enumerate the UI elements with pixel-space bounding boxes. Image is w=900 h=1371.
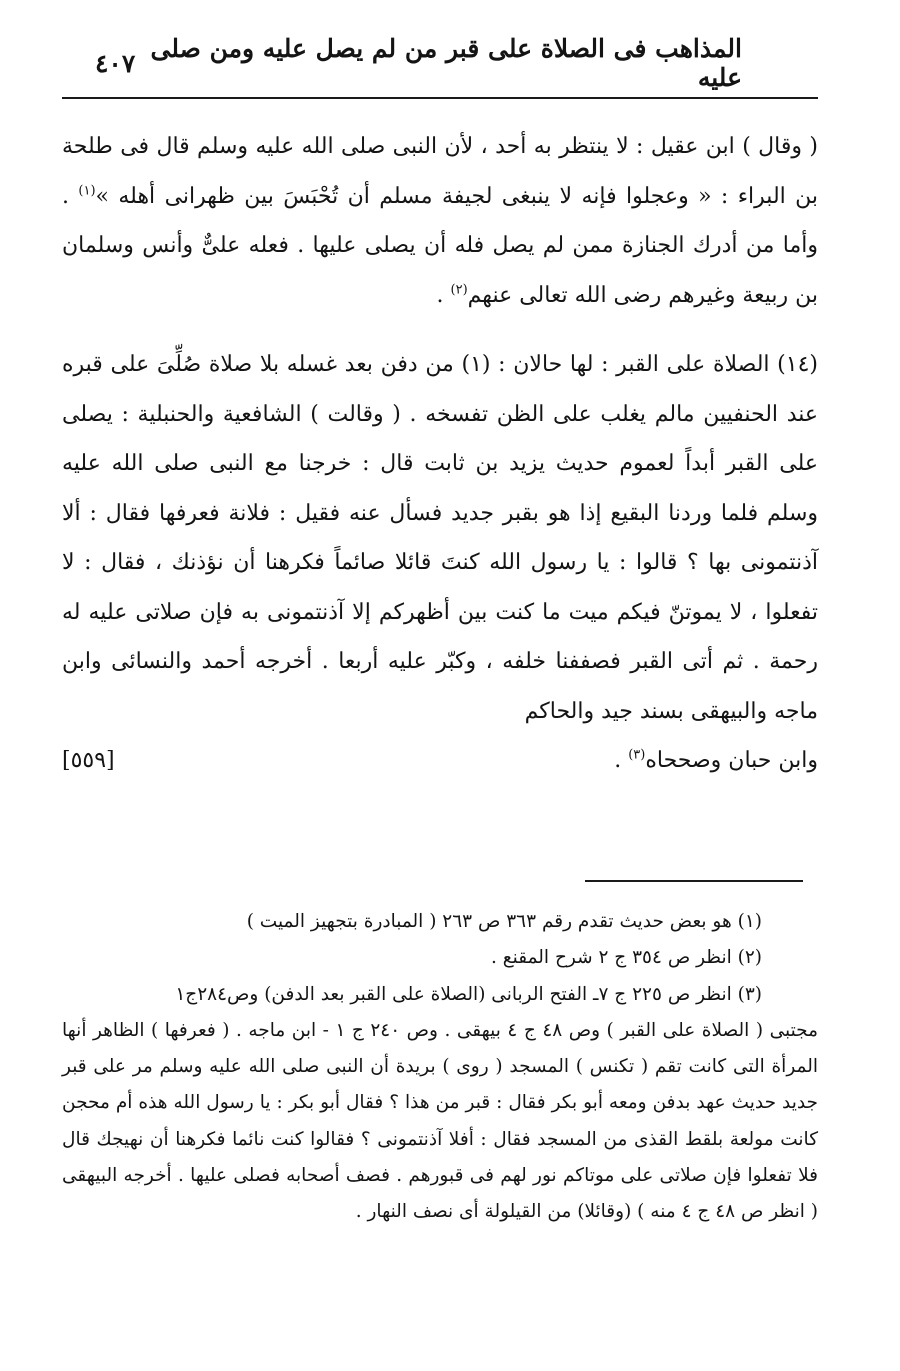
text-line: . (436, 282, 444, 308)
footnote-line: فإن صلاتى على موتاكم نور لهم فى قبورهم . فصف أصحابه فصلى عليها . أخرجه البيهقى (62, 1165, 742, 1187)
paragraph-ibn-aqil (62, 122, 818, 320)
footnotes (62, 904, 818, 1231)
footnote-line: النبى صلى الله عليه وسلم مر على قبر جديد حديث عهد بدفن ومعه أبو بكر فقال : (62, 1056, 818, 1114)
footnote-3: (٣) انظر ص ٢٢٥ ج ٧ـ الفتح الربانى (الصلاة على القبر بعد الدفن) وص٢٨٤ج١ (175, 983, 762, 1005)
footnote-2: (٢) انظر ص ٣٥٤ ج ٢ شرح المقنع . (491, 947, 762, 969)
text-line: . (614, 748, 622, 773)
footnote-line: ( فعرفها ) الظاهر أنها المرأة التى كانت تقم ( تكنس ) المسجد ( روى ) بريدة أن (62, 1019, 818, 1078)
text-line: فكرهنا أن نؤذنك ، فقال : لا تفعلوا ، لا يموتنّ فيكم ميت ما كنت بين (62, 550, 819, 625)
footnote-rule (585, 880, 803, 882)
footnote-marker: (٢) (450, 282, 468, 298)
last-line-text (614, 736, 818, 786)
text-line: أظهركم إلا آذنتمونى به فإن صلاتى عليه له رحمة . ثم أتى القبر فصففنا خلفه ، (62, 599, 819, 674)
text-line: والحنبلية : يصلى على القبر أبداً لعموم حديث يزيد بن ثابت قال : خرجنا مع (62, 401, 819, 476)
page-header (95, 34, 742, 92)
text-line: فلانة فعرفها فقال : ألا آذنتمونى بها ؟ قالوا : يا رسول الله كنتَ قائلا صائماً (62, 500, 818, 575)
running-title: المذاهب فى الصلاة على قبر من لم يصل عليه ومن صلى عليه (150, 34, 742, 92)
paragraph-prayer-on-grave (62, 340, 818, 736)
main-text (62, 122, 818, 786)
footnote-line: من المسجد فقال : أفلا آذنتمونى ؟ فقالوا كنت نائما فكرهنا أن نهيجك قال فلا تفعلوا (62, 1128, 818, 1187)
hadith-reference-number: [٥٥٩] (62, 748, 115, 773)
text-line: ( وقال ) ابن عقيل : لا ينتظر به أحد ، لأن النبى صلى الله عليه وسلم قال (156, 134, 818, 159)
text-line: أهله » (95, 183, 156, 209)
text-line: وأنس وسلمان بن ربيعة وغيرهم رضى الله تعالى عنهم (62, 233, 818, 308)
text-line: وكبّر عليه أربعا . أخرجه أحمد والنسائى وابن ماجه والبيهقى بسند جيد والحاكم (62, 649, 818, 724)
footnote-marker: (٣) (628, 747, 646, 763)
footnote-3-continuation (62, 1013, 818, 1231)
text-line: النبى صلى الله عليه وسلم فلما وردنا البقيع إذا هو بقبر جديد فسأل عنه فقيل : (62, 451, 818, 526)
header-rule (62, 97, 818, 99)
footnote-line: ( انظر ص ٤٨ ج ٤ منه ) (وقائلا) من القيلولة أى نصف النهار . (355, 1201, 818, 1223)
last-line (62, 736, 818, 786)
page-number: ٤٠٧ (95, 48, 136, 78)
text-line: . وأما من أدرك الجنازة ممن لم يصل فله أن يصلى عليها . فعله علىٌّ (62, 183, 819, 258)
text-line: صُلِّىَ على قبره عند الحنفيين مالم يغلب على الظن تفسخه . ( وقالت ) الشافعية (62, 352, 819, 427)
footnote-line: مجتبى ( الصلاة على القبر ) وص ٤٨ ج ٤ بيهقى . وص ٢٤٠ ج ١ - ابن ماجه . (235, 1019, 818, 1041)
footnote-line: قبر من هذا ؟ فقال أبو بكر : يا رسول الله هذه أم محجن كانت مولعة بلقط القذى (62, 1092, 819, 1150)
footnote-1: (١) هو بعض حديث تقدم رقم ٣٦٣ ص ٢٦٣ ( المبادرة بتجهيز الميت ) (246, 911, 762, 932)
text-line: فى طلحة بن البراء : « وعجلوا فإنه لا ينبغى لجيفة مسلم أن تُحْبَسَ بين ظهرانى (62, 134, 819, 209)
text-line: وابن حبان وصححاه (645, 748, 818, 773)
footnote-marker: (١) (78, 183, 96, 199)
text-line: (١٤) الصلاة على القبر : لها حالان : (١) من دفن بعد غسله بلا صلاة (208, 352, 818, 377)
